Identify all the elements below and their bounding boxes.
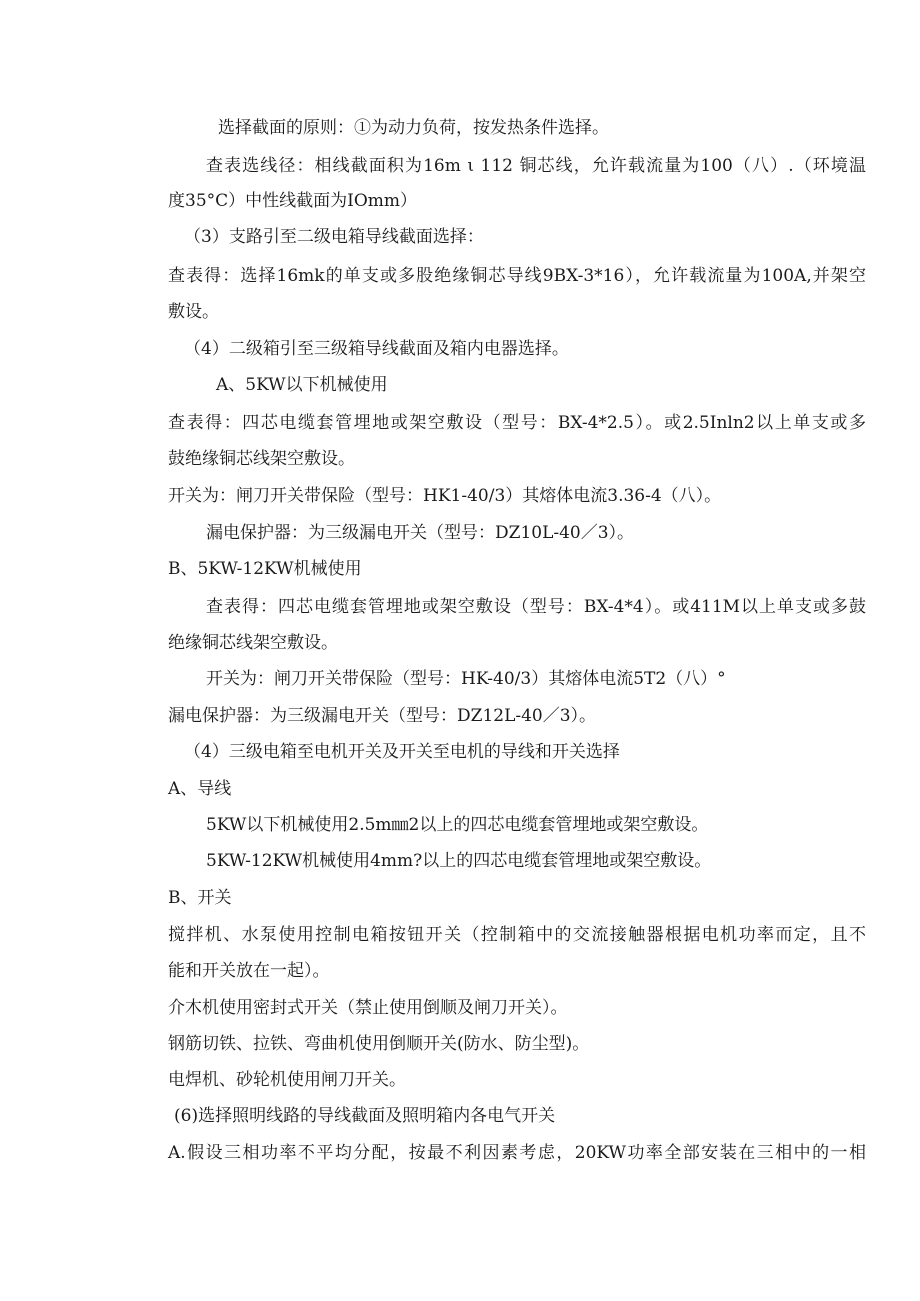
paragraph-line: 查表得：四芯电缆套管埋地或架空敷设（型号：BX-4*2.5）。或2.5Inln2以上单支或多 bbox=[168, 413, 866, 433]
subsection-heading: B、5KW-12KW机械使用 bbox=[168, 559, 362, 579]
paragraph-line: 漏电保护器：为三级漏电开关（型号：DZ10L-40／3）。 bbox=[206, 523, 635, 543]
paragraph-line: 度35°C）中性线截面为IOmm） bbox=[168, 191, 418, 211]
paragraph-line: 搅拌机、水泵使用控制电箱按钮开关（控制箱中的交流接触器根据电机功率而定，且不 bbox=[168, 925, 866, 945]
paragraph-line: 选择截面的原则：①为动力负荷，按发热条件选择。 bbox=[218, 118, 609, 138]
paragraph-line: 5KW以下机械使用2.5m㎜2以上的四芯电缆套管埋地或架空敷设。 bbox=[206, 815, 709, 835]
paragraph-line: 漏电保护器：为三级漏电开关（型号：DZ12L-40／3）。 bbox=[168, 706, 597, 726]
section-heading: （4）二级箱引至三级箱导线截面及箱内电器选择。 bbox=[184, 339, 569, 359]
section-heading: （4）三级电箱至电机开关及开关至电机的导线和开关选择 bbox=[184, 742, 620, 762]
paragraph-line: 查表得：四芯电缆套管埋地或架空敷设（型号：BX-4*4）。或411M以上单支或多鼓 bbox=[206, 597, 866, 617]
paragraph-line: 鼓绝缘铜芯线架空敷设。 bbox=[168, 449, 355, 469]
paragraph-line: 绝缘铜芯线架空敷设。 bbox=[168, 633, 338, 653]
paragraph-line: 查表选线径：相线截面积为16m ι 112 铜芯线，允许载流量为100（八）.（环境温 bbox=[206, 156, 866, 176]
paragraph-line: 介木机使用密封式开关（禁止使用倒顺及闸刀开关）。 bbox=[168, 998, 568, 1018]
paragraph-line: A.假设三相功率不平均分配，按最不利因素考虑，20KW功率全部安装在三相中的一相 bbox=[168, 1143, 866, 1163]
paragraph-line: 能和开关放在一起）。 bbox=[168, 961, 330, 981]
paragraph-line: 敷设。 bbox=[168, 302, 219, 322]
paragraph-line: 电焊机、砂轮机使用闸刀开关。 bbox=[168, 1070, 406, 1090]
subsection-heading: B、开关 bbox=[168, 888, 232, 908]
paragraph-line: 5KW-12KW机械使用4mm?以上的四芯电缆套管埋地或架空敷设。 bbox=[206, 851, 712, 871]
subsection-heading: A、5KW以下机械使用 bbox=[216, 375, 388, 395]
section-heading: (6)选择照明线路的导线截面及照明箱内各电气开关 bbox=[174, 1106, 556, 1126]
paragraph-line: 开关为：闸刀开关带保险（型号：HK1-40/3）其熔体电流3.36-4（八）。 bbox=[168, 486, 722, 506]
paragraph-line: 查表得：选择16mk的单支或多股绝缘铜芯导线9BX-3*16），允许载流量为100A,并架空 bbox=[168, 266, 866, 286]
paragraph-line: 开关为：闸刀开关带保险（型号：HK-40/3）其熔体电流5T2（八）° bbox=[206, 669, 726, 689]
section-heading: （3）支路引至二级电箱导线截面选择： bbox=[184, 227, 484, 247]
paragraph-line: 钢筋切铁、拉铁、弯曲机使用倒顺开关(防水、防尘型)。 bbox=[168, 1034, 590, 1054]
subsection-heading: A、导线 bbox=[168, 779, 232, 799]
